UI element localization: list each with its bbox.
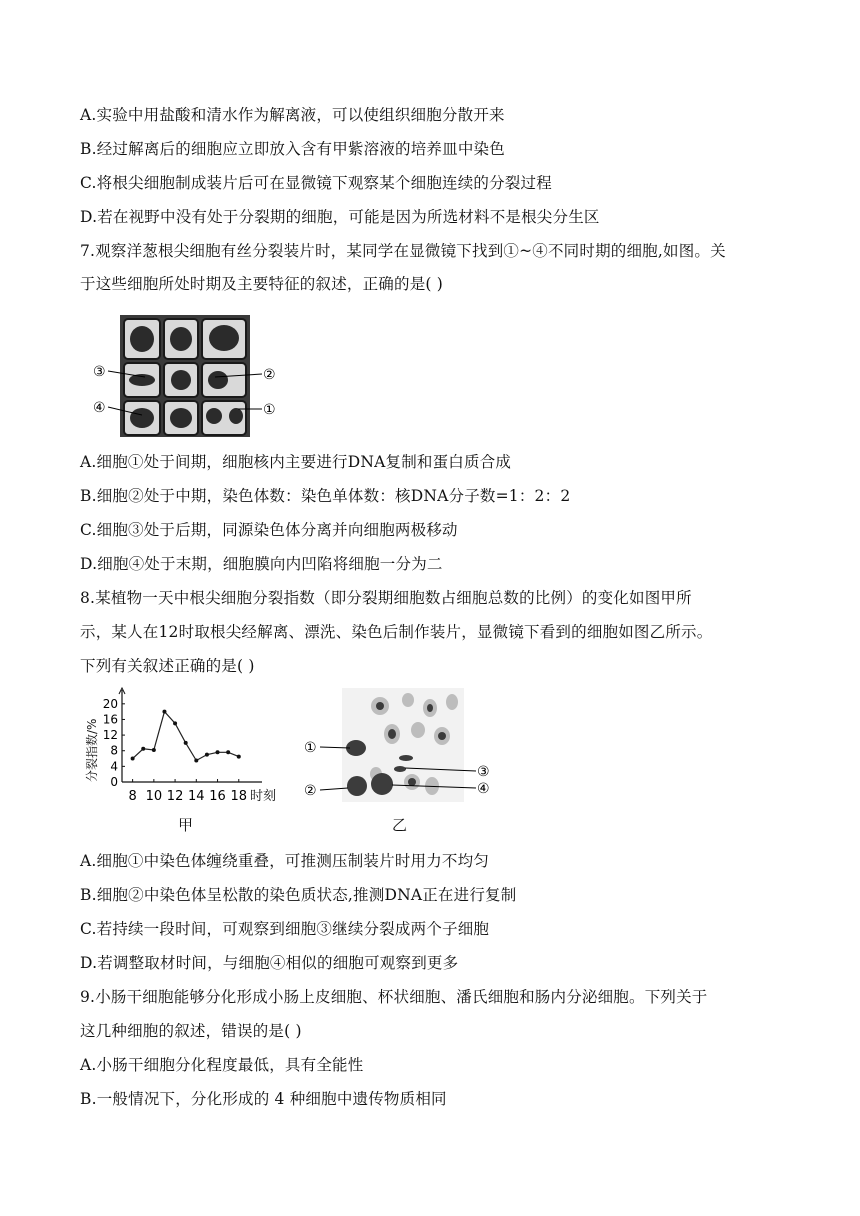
chart-data-point [216,750,220,754]
chart-y-tick-label: 8 [110,743,118,758]
chart-data-point [226,750,230,754]
yi-marker-2: ② [304,783,317,799]
q9-option-a: A.小肠干细胞分化程度最低，具有全能性 [80,1056,364,1074]
q6-option-a: A.实验中用盐酸和清水作为解离液，可以使组织细胞分散开来 [80,106,505,124]
q8-option-d: D.若调整取材时间，与细胞④相似的细胞可观察到更多 [80,954,459,972]
yi-marker-4: ④ [477,781,490,797]
q7-stem-line-2: 于这些细胞所处时期及主要特征的叙述，正确的是( ) [80,275,444,293]
q7-option-b: B.细胞②处于中期，染色体数：染色单体数：核DNA分子数=1：2：2 [80,487,571,505]
q6-option-b: B.经过解离后的细胞应立即放入含有甲紫溶液的培养皿中染色 [80,140,505,158]
division-index-line-chart [82,684,292,834]
chart-data-point [141,747,145,751]
chart-y-tick-label: 0 [110,775,118,789]
chart-data-point [152,748,156,752]
chart-data-point [184,741,188,745]
yi-marker-3: ③ [477,764,490,780]
marker-4: ④ [93,400,106,416]
fig-jia-chart [82,684,292,834]
chart-x-tick-label: 12 [166,789,184,804]
chart-y-tick-label: 12 [102,728,118,743]
marker-1: ① [263,402,276,418]
chart-data-point [131,757,135,761]
chart-xlabel: 时刻 [250,789,277,804]
q8-stem-line-2: 示，某人在12时取根尖经解离、漂洗、染色后制作装片，显微镜下看到的细胞如图乙所示。 [80,623,713,641]
yi-marker-1: ① [304,740,317,756]
q8-stem-line-3: 下列有关叙述正确的是( ) [80,657,255,675]
q8-option-a: A.细胞①中染色体缠绕重叠，可推测压制装片时用力不均匀 [80,852,490,870]
q7-micrograph-figure [90,305,280,440]
q7-option-d: D.细胞④处于末期，细胞膜向内凹陷将细胞一分为二 [80,555,443,573]
q6-option-c: C.将根尖细胞制成装片后可在显微镜下观察某个细胞连续的分裂过程 [80,174,552,192]
root-tip-cells-micrograph [300,686,500,836]
q9-option-b: B.一般情况下，分化形成的 4 种细胞中遗传物质相同 [80,1090,447,1108]
chart-y-tick-label: 16 [102,712,118,727]
chart-x-tick-label: 8 [128,789,137,804]
chart-x-tick-label: 16 [209,789,226,804]
chart-x-tick-label: 14 [188,789,205,804]
fig-yi-micrograph [300,686,500,836]
q9-stem-line-1: 9.小肠干细胞能够分化形成小肠上皮细胞、杯状细胞、潘氏细胞和肠内分泌细胞。下列关于 [80,988,708,1006]
chart-x-tick-label: 18 [230,789,248,804]
q8-stem-line-1: 8.某植物一天中根尖细胞分裂指数（即分裂期细胞数占细胞总数的比例）的变化如图甲所 [80,589,692,607]
chart-y-tick-label: 20 [102,696,118,711]
q9-stem-line-2: 这几种细胞的叙述，错误的是( ) [80,1022,302,1040]
chart-data-point [173,721,177,725]
marker-2: ② [263,367,276,383]
onion-root-tip-micrograph [90,305,280,440]
chart-caption-jia: 甲 [178,816,194,834]
q6-option-d: D.若在视野中没有处于分裂期的细胞，可能是因为所选材料不是根尖分生区 [80,208,600,226]
chart-data-point [205,753,209,757]
chart-x-tick-label: 10 [145,789,163,804]
chart-data-point [237,755,241,759]
q7-stem-line-1: 7.观察洋葱根尖细胞有丝分裂装片时，某同学在显微镜下找到①~④不同时期的细胞,如图。关 [80,242,726,260]
chart-y-tick-label: 4 [110,759,118,774]
chart-caption-yi: 乙 [392,816,408,834]
q7-option-a: A.细胞①处于间期，细胞核内主要进行DNA复制和蛋白质合成 [80,453,512,471]
chart-series-line [133,712,239,761]
q8-option-b: B.细胞②中染色体呈松散的染色质状态,推测DNA正在进行复制 [80,886,517,904]
chart-data-point [162,710,166,714]
chart-data-point [194,759,198,763]
q7-option-c: C.细胞③处于后期，同源染色体分离并向细胞两极移动 [80,521,458,539]
q8-option-c: C.若持续一段时间，可观察到细胞③继续分裂成两个子细胞 [80,920,490,938]
marker-3: ③ [93,364,106,380]
chart-ylabel: 分裂指数/% [85,718,99,782]
